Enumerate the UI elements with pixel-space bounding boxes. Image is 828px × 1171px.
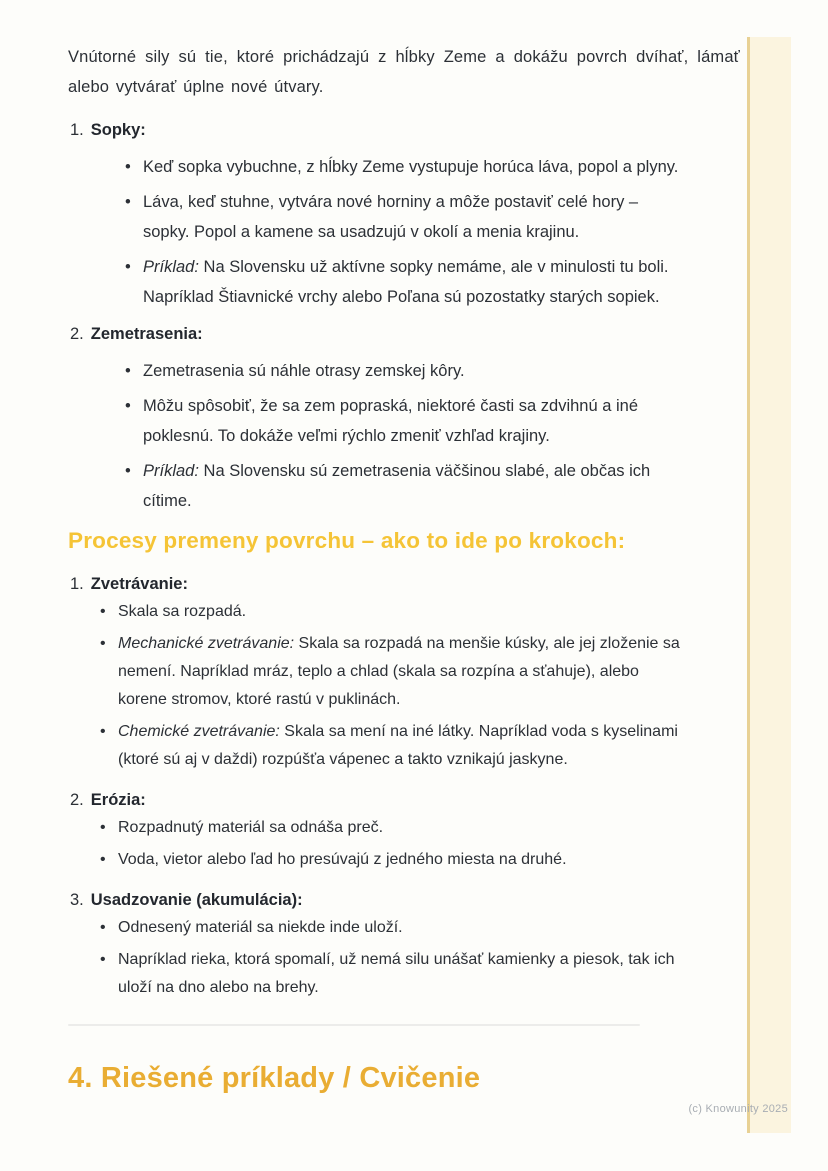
list-item-heading — [68, 788, 740, 812]
list-item-number: 3. — [70, 891, 84, 909]
bullet-text: Voda, vietor alebo ľad ho presúvajú z jedného miesta na druhé. — [118, 851, 567, 868]
document-content — [68, 42, 740, 1096]
list-item-title: Erózia: — [90, 791, 146, 809]
bullet-lead-italic: Chemické zvetrávanie: — [118, 723, 280, 740]
list-item-erozia — [68, 788, 740, 874]
bullet-text: Odnesený materiál sa niekde inde uloží. — [118, 919, 403, 936]
bullet-item — [68, 946, 680, 1002]
bullet-text: Skala sa rozpadá. — [118, 603, 247, 620]
list-item-title: Zvetrávanie: — [90, 575, 188, 593]
bullet-text: Môžu spôsobiť, že sa zem popraská, niektoré časti sa zdvihnú a iné poklesnú. To dokáže veľmi rýchlo zmeniť vzhľad krajiny. — [143, 397, 639, 445]
list-item-number: 2. — [70, 791, 84, 809]
bullet-list — [68, 356, 740, 516]
section-divider — [68, 1024, 640, 1026]
bullet-lead-italic: Príklad: — [143, 462, 199, 480]
bullet-item — [68, 187, 688, 247]
bullet-item — [68, 356, 688, 386]
bullet-list — [68, 152, 740, 312]
list-item-title: Sopky: — [90, 121, 146, 139]
list-item-title: Zemetrasenia: — [90, 325, 203, 343]
bullet-item — [68, 630, 680, 714]
list-item-title: Usadzovanie (akumulácia): — [90, 891, 303, 909]
inner-forces-list — [68, 118, 740, 516]
bullet-list — [68, 598, 740, 774]
bullet-text: Rozpadnutý materiál sa odnáša preč. — [118, 819, 384, 836]
bullet-lead-italic: Príklad: — [143, 258, 199, 276]
list-item-zvetravanie — [68, 572, 740, 774]
list-item-number: 1. — [70, 121, 84, 139]
page-edge-accent-bar — [747, 37, 791, 1133]
bullet-text: Keď sopka vybuchne, z hĺbky Zeme vystupuje horúca láva, popol a plyny. — [143, 158, 679, 176]
list-item-sopky — [68, 118, 740, 312]
bullet-lead-italic: Mechanické zvetrávanie: — [118, 635, 295, 652]
section-heading-exercises: 4. Riešené príklady / Cvičenie — [68, 1062, 481, 1094]
section-heading-processes: Procesy premeny povrchu – ako to ide po krokoch: — [68, 528, 626, 553]
bullet-item — [68, 914, 680, 942]
bullet-text: Láva, keď stuhne, vytvára nové horniny a môže postaviť celé hory – sopky. Popol a kamene sa usadzujú v okolí a menia krajinu. — [143, 193, 639, 241]
list-item-number: 1. — [70, 575, 84, 593]
bullet-text: Napríklad rieka, ktorá spomalí, už nemá silu unášať kamienky a piesok, tak ich uloží na dno alebo na brehy. — [118, 951, 675, 996]
bullet-text: Skala sa rozpadá na menšie kúsky, ale jej zloženie sa nemení. Napríklad mráz, teplo a chlad (skala sa rozpína a sťahuje), alebo korene stromov, ktoré rastú v puklinách. — [118, 635, 680, 708]
bullet-item — [68, 814, 680, 842]
list-item-heading — [68, 888, 740, 912]
watermark: (c) Knowunity 2025 — [688, 1103, 788, 1115]
bullet-text: Na Slovensku už aktívne sopky nemáme, ale v minulosti tu boli. Napríklad Štiavnické vrchy alebo Poľana sú pozostatky starých sopiek. — [143, 258, 669, 306]
list-item-zemetrasenia — [68, 322, 740, 516]
list-item-usadzovanie — [68, 888, 740, 1002]
bullet-item — [68, 456, 688, 516]
processes-list — [68, 572, 740, 1002]
bullet-item — [68, 598, 680, 626]
bullet-list — [68, 914, 740, 1002]
bullet-item — [68, 252, 688, 312]
list-item-heading — [68, 118, 740, 142]
list-item-heading — [68, 572, 740, 596]
bullet-text: Skala sa mení na iné látky. Napríklad voda s kyselinami (ktoré sú aj v daždi) rozpúšťa vápenec a takto vznikajú jaskyne. — [118, 723, 678, 768]
bullet-list — [68, 814, 740, 874]
bullet-item — [68, 718, 680, 774]
list-item-heading — [68, 322, 740, 346]
bullet-item — [68, 846, 680, 874]
list-item-number: 2. — [70, 325, 84, 343]
bullet-item — [68, 152, 688, 182]
bullet-item — [68, 391, 688, 451]
bullet-text: Na Slovensku sú zemetrasenia väčšinou slabé, ale občas ich cítime. — [143, 462, 651, 510]
intro-paragraph: Vnútorné sily sú tie, ktoré prichádzajú z hĺbky Zeme a dokážu povrch dvíhať, lámať alebo vytvárať úplne nové útvary. — [68, 48, 740, 96]
bullet-text: Zemetrasenia sú náhle otrasy zemskej kôry. — [143, 362, 465, 380]
